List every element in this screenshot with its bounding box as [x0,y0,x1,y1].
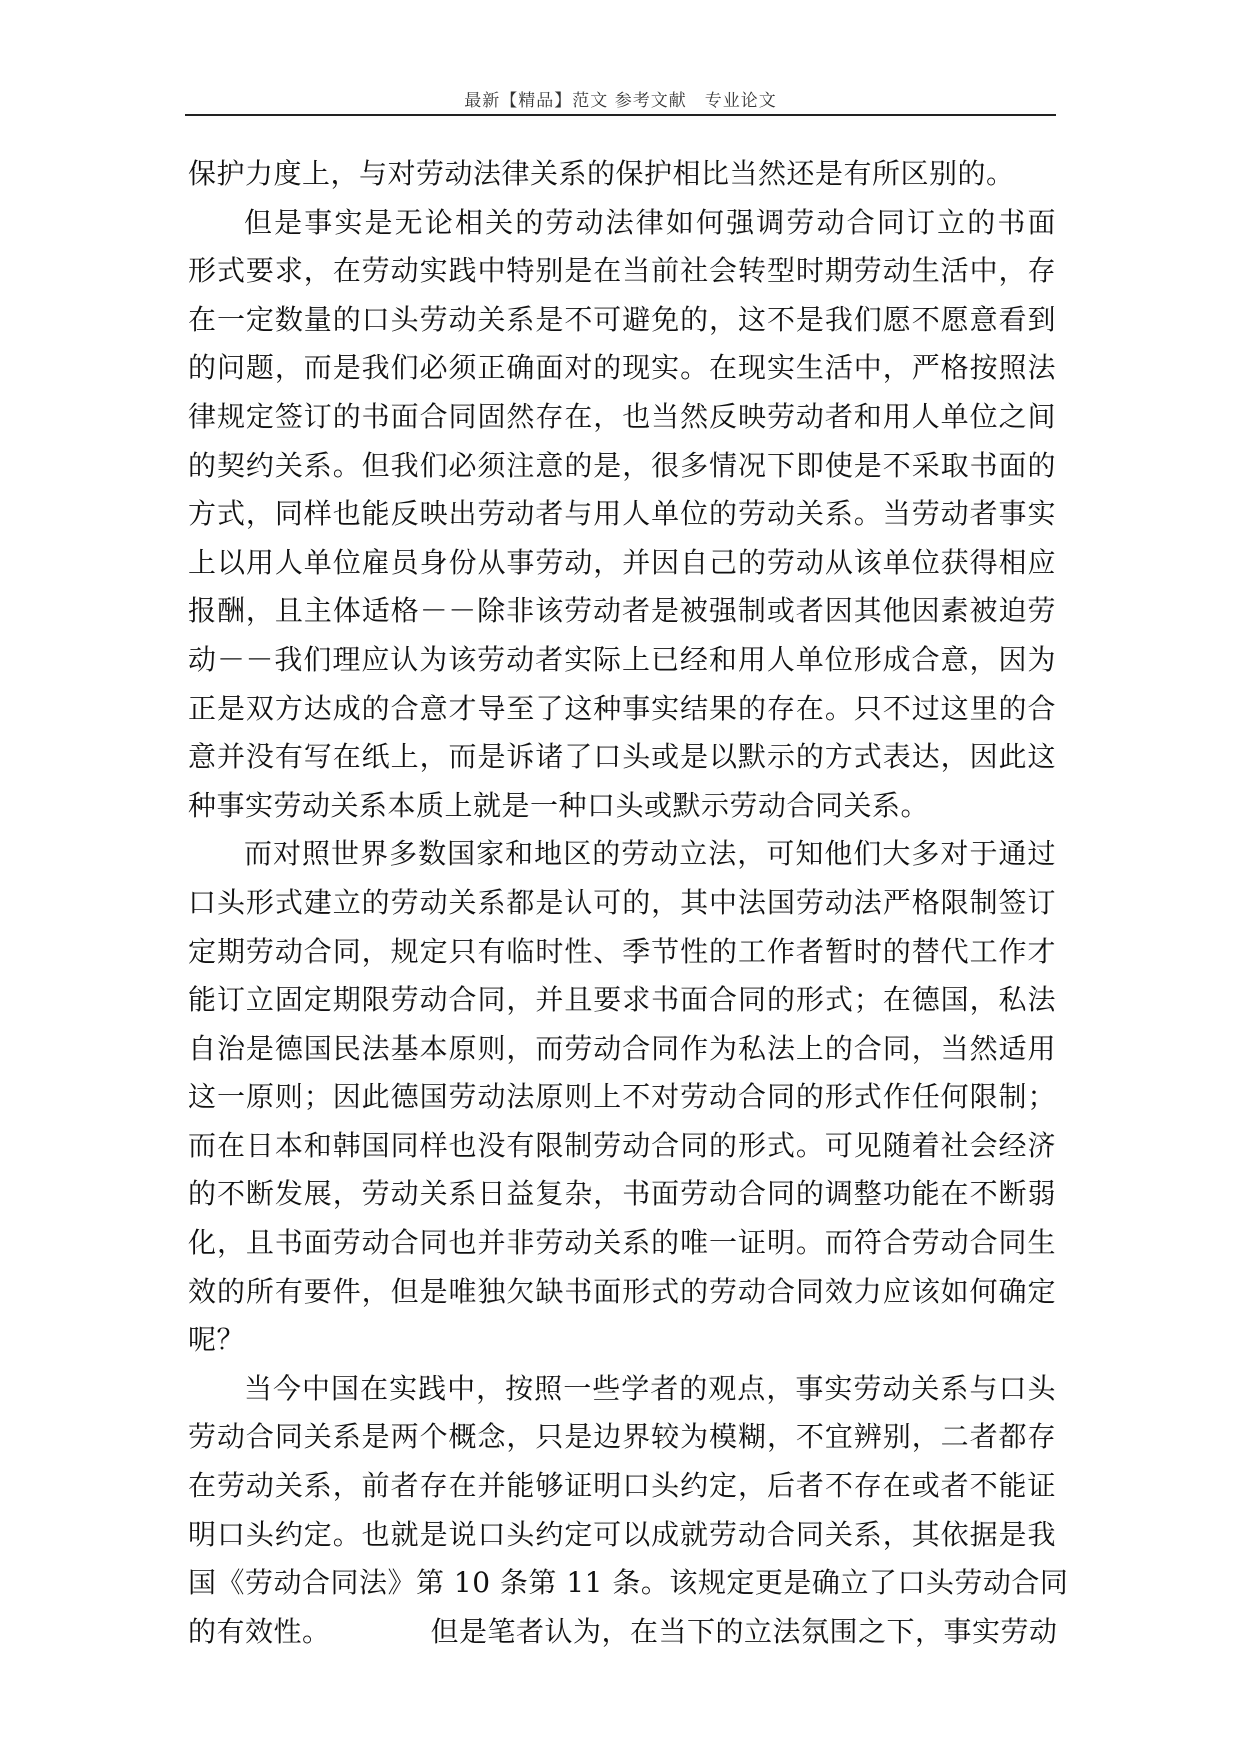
paragraph-line: 的契约关系。但我们必须注意的是，很多情况下即使是不采取书面的 [188,448,1056,482]
paragraph-line: 口头形式建立的劳动关系都是认可的，其中法国劳动法严格限制签订 [188,885,1056,919]
paragraph-line: 意并没有写在纸上，而是诉诸了口头或是以默示的方式表达，因此这 [188,740,1056,774]
paragraph-line: 在一定数量的口头劳动关系是不可避免的，这不是我们愿不愿意看到 [188,302,1056,336]
paragraph-line: 在劳动关系，前者存在并能够证明口头约定，后者不存在或者不能证 [188,1469,1056,1503]
paragraph-line: 但是事实是无论相关的劳动法律如何强调劳动合同订立的书面 [244,205,1056,239]
paragraph-line: 效的所有要件，但是唯独欠缺书面形式的劳动合同效力应该如何确定 [188,1274,1056,1308]
paragraph-line: 定期劳动合同，规定只有临时性、季节性的工作者暂时的替代工作才 [188,934,1056,968]
page-header: 最新【精品】范文 参考文献 专业论文 [464,91,777,111]
paragraph-line: 而在日本和韩国同样也没有限制劳动合同的形式。可见随着社会经济 [188,1128,1056,1162]
paragraph-line: 明口头约定。也就是说口头约定可以成就劳动合同关系，其依据是我 [188,1517,1056,1551]
paragraph-line: 上以用人单位雇员身份从事劳动，并因自己的劳动从该单位获得相应 [188,545,1056,579]
paragraph-line: 能订立固定期限劳动合同，并且要求书面合同的形式；在德国，私法 [188,983,1056,1017]
paragraph-line: 保护力度上，与对劳动法律关系的保护相比当然还是有所区别的。 [188,157,1015,190]
paragraph-line: 动－－我们理应认为该劳动者实际上已经和用人单位形成合意，因为 [188,642,1056,676]
body-text [188,150,1069,1656]
paragraph-line: 的有效性。 但是笔者认为，在当下的立法氛围之下，事实劳动 [188,1614,1058,1648]
paragraph-line: 劳动合同关系是两个概念，只是边界较为模糊，不宜辨别，二者都存 [188,1420,1056,1454]
paragraph-line: 自治是德国民法基本原则，而劳动合同作为私法上的合同，当然适用 [188,1031,1056,1065]
paragraph-line: 律规定签订的书面合同固然存在，也当然反映劳动者和用人单位之间 [188,399,1056,433]
paragraph-line: 正是双方达成的合意才导至了这种事实结果的存在。只不过这里的合 [188,691,1056,725]
paragraph-line: 当今中国在实践中，按照一些学者的观点，事实劳动关系与口头 [244,1371,1056,1405]
paragraph-line: 的问题，而是我们必须正确面对的现实。在现实生活中，严格按照法 [188,351,1056,385]
paragraph-line: 化，且书面劳动合同也并非劳动关系的唯一证明。而符合劳动合同生 [188,1226,1056,1260]
paragraph-line: 这一原则；因此德国劳动法原则上不对劳动合同的形式作任何限制； [188,1080,1056,1114]
paragraph-line: 国《劳动合同法》第 10 条第 11 条。该规定更是确立了口头劳动合同 [188,1566,1069,1600]
paragraph-line: 呢？ [188,1323,246,1357]
paragraph-line: 方式，同样也能反映出劳动者与用人单位的劳动关系。当劳动者事实 [188,497,1056,531]
paragraph-line: 报酬，且主体适格－－除非该劳动者是被强制或者因其他因素被迫劳 [188,594,1056,628]
paragraph-line: 形式要求，在劳动实践中特别是在当前社会转型时期劳动生活中，存 [188,254,1056,288]
paragraph-line: 种事实劳动关系本质上就是一种口头或默示劳动合同关系。 [188,788,930,822]
paragraph-line: 而对照世界多数国家和地区的劳动立法，可知他们大多对于通过 [244,837,1056,871]
header-divider [185,114,1056,116]
paragraph-line: 的不断发展，劳动关系日益复杂，书面劳动合同的调整功能在不断弱 [188,1177,1056,1211]
